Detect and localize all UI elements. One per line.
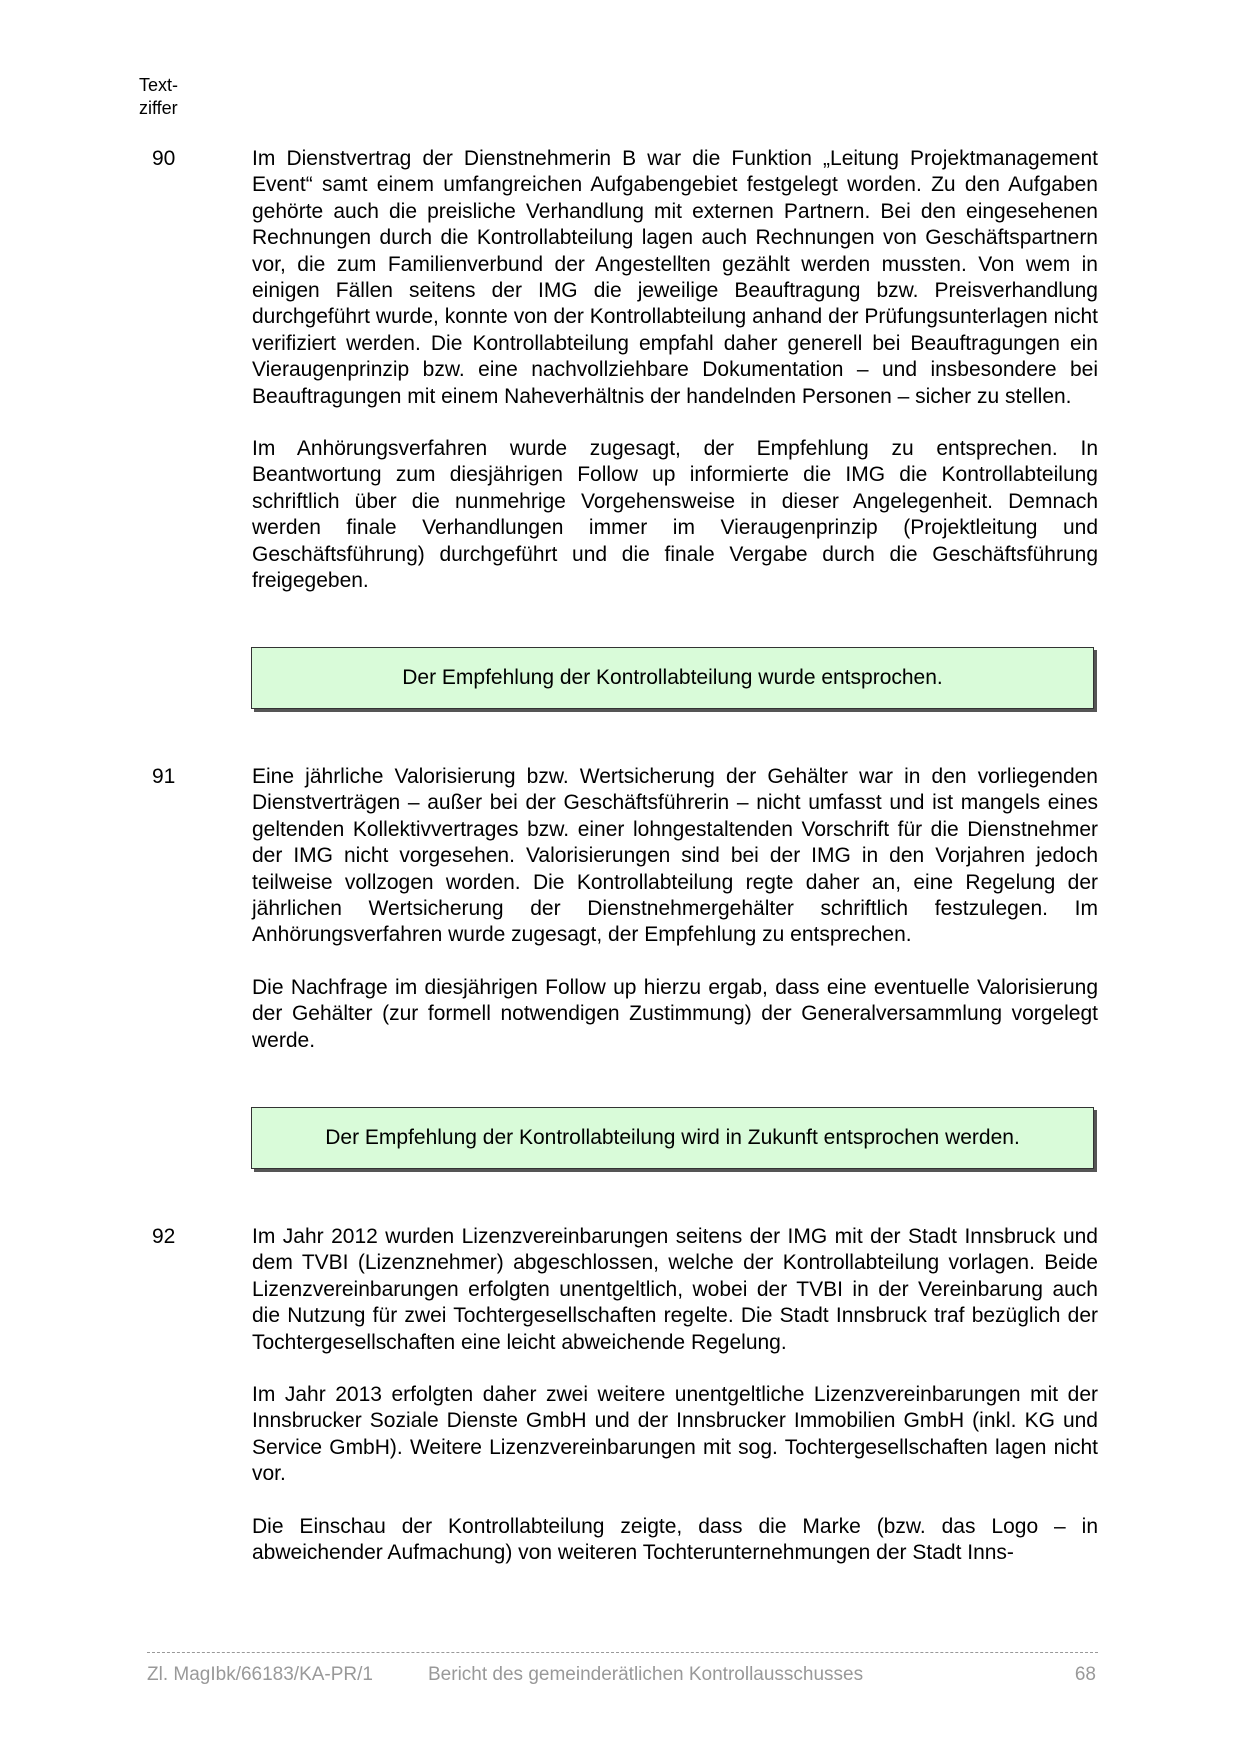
page-footer (147, 1664, 1098, 1688)
result-text: Der Empfehlung der Kontrollabteilung wurde entsprochen. (402, 666, 943, 689)
paragraph: Im Jahr 2012 wurden Lizenzvereinbarungen seitens der IMG mit der Stadt Innsbruck und dem TVBI (Lizenznehmer) abgeschlossen, welche der Kontrollabteilung vorlagen. Beide Lizenzvereinbarungen erfolgten unentgeltlich, wobei der TVBI in der Vereinbarung auch die Nutzung für zwei Tochtergesellschaften regelte. Die Stadt Innsbruck traf bezüglich der Tochtergesellschaften eine leicht abweichende Regelung. (252, 1225, 1098, 1354)
margin-label (139, 74, 178, 120)
section-number: 91 (152, 765, 176, 788)
section-body (252, 1224, 1098, 1566)
paragraph: Im Jahr 2013 erfolgten daher zwei weitere unentgeltliche Lizenzvereinbarungen mit der Innsbrucker Soziale Dienste GmbH und der Innsbrucker Immobilien GmbH (inkl. KG und Service GmbH). Weitere Lizenzvereinbarungen mit sog. Tochtergesellschaften lagen nicht vor. (252, 1383, 1098, 1486)
paragraph: Die Einschau der Kontrollabteilung zeigte, dass die Marke (bzw. das Logo – in abweichender Aufmachung) von weiteren Tochterunternehmungen der Stadt Inns- (252, 1514, 1098, 1565)
margin-label-line-1: Text- (139, 75, 179, 95)
result-text: Der Empfehlung der Kontrollabteilung wird in Zukunft entsprochen werden. (325, 1126, 1020, 1149)
section-body (252, 146, 1098, 595)
footer-divider (147, 1652, 1098, 1653)
result-box (251, 1107, 1094, 1169)
section-body (252, 764, 1098, 1054)
margin-label-line-2: ziffer (139, 98, 178, 118)
section-number: 90 (152, 147, 176, 170)
paragraph: Eine jährliche Valorisierung bzw. Wertsicherung der Gehälter war in den vorliegenden Dienstverträgen – außer bei der Geschäftsführerin – nicht umfasst und ist mangels eines geltenden Kollektivvertrages bzw. einer lohngestaltenden Vorschrift für die Dienstnehmer der IMG nicht vorgesehen. Valorisierungen sind bei der IMG in den Vorjahren jedoch teilweise vollzogen worden. Die Kontrollabteilung regte daher an, eine Regelung der jährlichen Wertsicherung der Dienstnehmergehälter schriftlich festzulegen. Im Anhörungsverfahren wurde zugesagt, der Empfehlung zu entsprechen. (252, 765, 1098, 947)
section-number: 92 (152, 1225, 176, 1248)
page-number: 68 (1074, 1664, 1096, 1685)
paragraph: Im Anhörungsverfahren wurde zugesagt, der Empfehlung zu entsprechen. In Beantwortung zum diesjährigen Follow up informierte die IMG die Kontrollabteilung schriftlich über die nunmehrige Vorgehensweise in dieser Angelegenheit. Demnach werden finale Verhandlungen immer im Vieraugenprinzip (Projektleitung und Geschäftsführung) durchgeführt und die finale Vergabe durch die Geschäftsführung freigegeben. (252, 437, 1098, 593)
footer-reference: Zl. MagIbk/66183/KA-PR/1 (147, 1664, 373, 1685)
footer-title: Bericht des gemeinderätlichen Kontrollausschusses (428, 1664, 864, 1685)
paragraph: Im Dienstvertrag der Dienstnehmerin B war die Funktion „Leitung Projektmanagement Event“ samt einem umfangreichen Aufgabengebiet festgelegt worden. Zu den Aufgaben gehörte auch die preisliche Verhandlung mit externen Partnern. Bei den eingesehenen Rechnungen durch die Kontrollabteilung lagen auch Rechnungen von Geschäftspartnern vor, die zum Familienverbund der Angestellten gezählt werden mussten. Von wem in einigen Fällen seitens der IMG die jeweilige Beauftragung bzw. Preisverhandlung durchgeführt wurde, konnte von der Kontrollabteilung anhand der Prüfungsunterlagen nicht verifiziert werden. Die Kontrollabteilung empfahl daher generell bei Beauftragungen ein Vieraugenprinzip bzw. eine nachvollziehbare Dokumentation – und insbesondere bei Beauftragungen mit einem Naheverhältnis der handelnden Personen – sicher zu stellen. (252, 147, 1098, 408)
paragraph: Die Nachfrage im diesjährigen Follow up hierzu ergab, dass eine eventuelle Valorisierung der Gehälter (zur formell notwendigen Zustimmung) der Generalversammlung vorgelegt werde. (252, 975, 1098, 1052)
result-box (251, 647, 1094, 709)
